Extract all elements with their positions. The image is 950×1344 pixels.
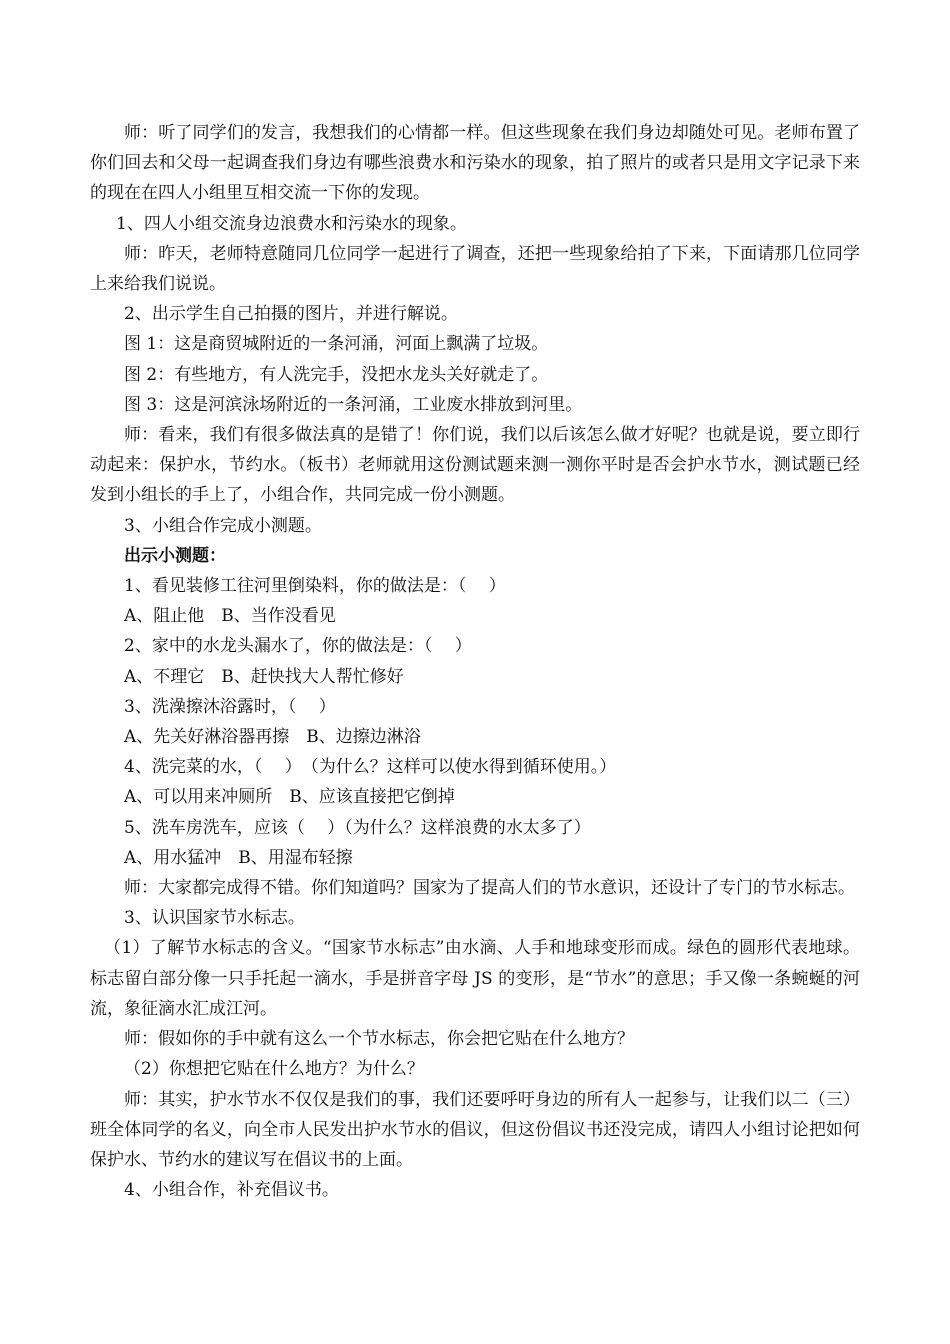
quiz-title: 出示小测题： bbox=[124, 545, 226, 566]
teacher-symbol-paragraph: 师：大家都完成得不错。你们知道吗？国家为了提高人们的节水意识，还设计了专门的节水标志。 bbox=[124, 878, 855, 899]
quiz-question-1: 1、看见装修工往河里倒染料，你的做法是：（ ） bbox=[124, 576, 506, 597]
quiz-question-2: 2、家中的水龙头漏水了，你的做法是：（ ） bbox=[124, 636, 472, 657]
step-1-heading: 1、四人小组交流身边浪费水和污染水的现象。 bbox=[116, 213, 467, 234]
symbol-placement-question: （2）你想把它贴在什么地方？为什么？ bbox=[124, 1059, 424, 1080]
quiz-question-4: 4、洗完菜的水，（ ） （为什么？这样可以使水得到循环使用。） bbox=[124, 757, 617, 778]
teacher-survey-paragraph: 师：昨天，老师特意随同几位同学一起进行了调查，还把一些现象给拍了下来，下面请那几位同学上来给我们说说。 bbox=[90, 243, 860, 295]
teacher-intro-paragraph: 师：听了同学们的发言，我想我们的心情都一样。但这些现象在我们身边却随处可见。老师布置了你们回去和父母一起调查我们身边有哪些浪费水和污染水的现象，拍了照片的或者只是用文字记录下来的现在在四人小组里互相交流一下你的发现。 bbox=[90, 123, 860, 204]
quiz-options-2: A、不理它 B、赶快找大人帮忙修好 bbox=[124, 666, 404, 687]
step-3-symbol-heading: 3、认识国家节水标志。 bbox=[124, 908, 305, 929]
quiz-question-3: 3、洗澡擦沐浴露时，（ ） bbox=[124, 696, 336, 717]
document-page bbox=[90, 118, 860, 1205]
figure-3-caption: 图 3：这是河滨泳场附近的一条河涌，工业废水排放到河里。 bbox=[124, 394, 583, 415]
teacher-action-paragraph: 师：看来，我们有很多做法真的是错了！你们说，我们以后该怎么做才好呢？也就是说，要立即行动起来：保护水，节约水。（板书）老师就用这份测试题来测一测你平时是否会护水节水，测试题已经发到小组长的手上了，小组合作，共同完成一份小测题。 bbox=[90, 425, 860, 506]
step-2-heading: 2、出示学生自己拍摄的图片，并进行解说。 bbox=[124, 304, 458, 325]
step-4-heading: 4、小组合作，补充倡议书。 bbox=[124, 1180, 339, 1201]
quiz-options-5: A、用水猛冲 B、用湿布轻擦 bbox=[124, 847, 353, 868]
quiz-question-5: 5、洗车房洗车，应该（ ）（为什么？这样浪费的水太多了） bbox=[124, 817, 591, 838]
teacher-proposal-paragraph: 师：其实，护水节水不仅仅是我们的事，我们还要呼吁身边的所有人一起参与，让我们以二（三）班全体同学的名义，向全市人民发出护水节水的倡议，但这份倡议书还没完成，请四人小组讨论把如何保护水、节约水的建议写在倡议书的上面。 bbox=[90, 1089, 860, 1170]
quiz-options-3: A、先关好淋浴器再擦 B、边擦边淋浴 bbox=[124, 727, 421, 748]
teacher-question-paragraph: 师：假如你的手中就有这么一个节水标志，你会把它贴在什么地方？ bbox=[124, 1029, 634, 1050]
step-3-heading: 3、小组合作完成小测题。 bbox=[124, 515, 322, 536]
symbol-meaning-paragraph: （1）了解节水标志的含义。“国家节水标志”由水滴、人手和地球变形而成。绿色的圆形代表地球。标志留白部分像一只手托起一滴水，手是拼音字母 JS 的变形，是“节水”的意思；手又像一条蜿蜒的河流，象征滴水汇成江河。 bbox=[90, 938, 860, 1019]
quiz-options-4: A、可以用来冲厕所 B、应该直接把它倒掉 bbox=[124, 787, 455, 808]
quiz-options-1: A、阻止他 B、当作没看见 bbox=[124, 606, 336, 627]
figure-2-caption: 图 2：有些地方，有人洗完手，没把水龙头关好就走了。 bbox=[124, 364, 549, 385]
figure-1-caption: 图 1：这是商贸城附近的一条河涌，河面上飘满了垃圾。 bbox=[124, 334, 549, 355]
